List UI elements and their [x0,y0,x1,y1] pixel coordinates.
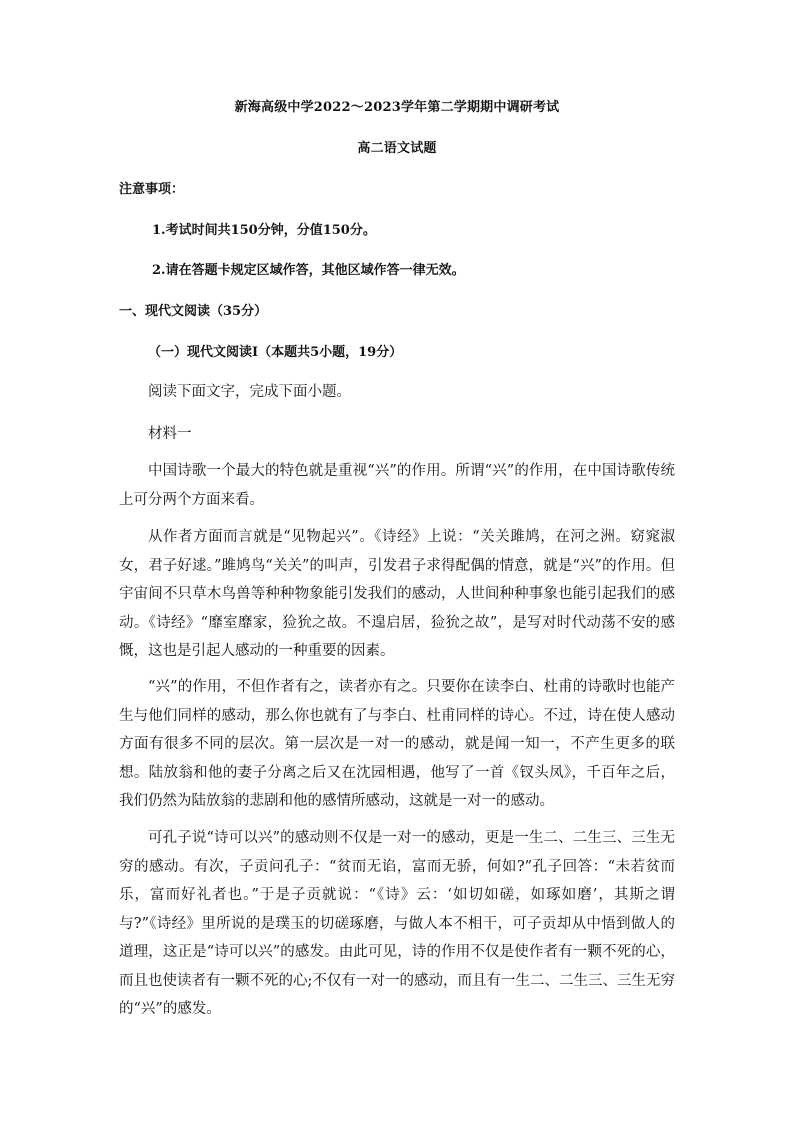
paragraph-3: “兴”的作用，不但作者有之，读者亦有之。只要你在读李白、杜甫的诗歌时也能产生与他们同样的感动，那么你也就有了与李白、杜甫同样的诗心。不过，诗在使人感动方面有很多不同的层次。第一层次是一对一的感动，就是闻一知一，不产生更多的联想。陆放翁和他的妻子分离之后又在沈园相遇，他写了一首《钗头凤》，千百年之后，我们仍然为陆放翁的悲剧和他的感情所感动，这就是一对一的感动。 [119,679,675,809]
paragraph-4: 可孔子说“诗可以兴”的感动则不仅是一对一的感动，更是一生二、二生三、三生无穷的感动。有次，子贡问孔子：“贫而无谄，富而无骄，何如?”孔子回答：“未若贫而乐，富而好礼者也。”于是子贡就说：“《诗》云：‘如切如磋，如琢如磨’，其斯之谓与?”《诗经》里所说的是璞玉的切磋琢磨，与做人本不相干，可子贡却从中悟到做人的道理，这正是“诗可以兴”的感发。由此可见，诗的作用不仅是使作者有一颗不死的心，而且也使读者有一颗不死的心;不仅有一对一的感动，而且有一生二、二生三、三生无穷的“兴”的感发。 [119,830,675,1017]
paragraph-1: 中国诗歌一个最大的特色就是重视“兴”的作用。所谓“兴”的作用，在中国诗歌传统上可分两个方面来看。 [119,463,675,508]
reading-instruction: 阅读下面文字，完成下面小题。 [148,384,351,400]
notice-item-1: 1.考试时间共150分钟，分值150分。 [152,223,376,238]
notice-heading: 注意事项： [119,182,185,197]
material-label: 材料一 [148,426,192,442]
paragraph-2: 从作者方面而言就是“见物起兴”。《诗经》上说：“关关雎鸠，在河之洲。窈窕淑女，君子好逑。”雎鸠鸟“关关”的叫声，引发君子求得配偶的情意，就是“兴”的作用。但宇宙间不只草木鸟兽等种种物象能引发我们的感动，人世间种种事象也能引起我们的感动。《诗经》“靡室靡家，猃狁之故。不遑启居，猃狁之故”，是写对时代动荡不安的感慨，这也是引起人感动的一种重要的因素。 [119,529,675,659]
section-heading: 一、现代文阅读（35分） [119,304,268,319]
section-subheading: （一）现代文阅读Ⅰ（本题共5小题，19分） [148,345,403,360]
notice-item-2: 2.请在答题卡规定区域作答，其他区域作答一律无效。 [152,263,465,278]
exam-title: 新海高级中学2022～2023学年第二学期期中调研考试 [234,100,560,115]
exam-subtitle: 高二语文试题 [357,141,437,156]
